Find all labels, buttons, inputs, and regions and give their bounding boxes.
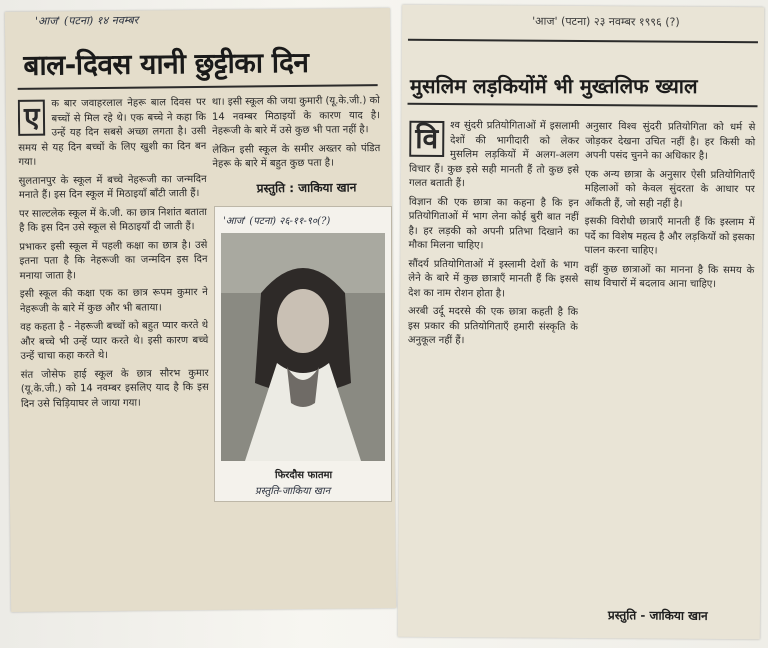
right-column-1	[406, 119, 579, 620]
portrait-photo	[221, 233, 385, 461]
right-column-2	[582, 120, 755, 599]
left-column-1	[18, 96, 211, 598]
photo-clipping	[214, 206, 392, 502]
portrait-image	[221, 233, 385, 461]
right-col1-para-3: सौंदर्य प्रतियोगिताओं में इस्लामी देशों के भाग लेने के बारे में कुछ छात्राएँ मानती हैं कि इससे देश का नाम रोशन होता है।	[408, 258, 579, 299]
right-headline: मुसलिम लड़कियोंमें भी मुख्तलिफ ख्याल	[410, 74, 698, 98]
left-col1-para-7: संत जोसेफ हाई स्कूल के छात्र सौरभ कुमार (यू.के.जी.) को 14 नवम्बर इसलिए याद है कि इस दिन उसे चिड़ियाघर ले जाया गया।	[20, 367, 209, 410]
photo-handwritten-credit: प्रस्तुति-जाकिया खान	[255, 486, 331, 497]
left-col2-para-2: लेकिन इसी स्कूल के समीर अख्तर को पंडित नेहरू के बारे में बहुत कुछ पता है।	[212, 142, 381, 170]
right-top-rule	[408, 39, 758, 43]
right-col1-para-2: विज्ञान की एक छात्रा का कहना है कि इन प्रतियोगिताओं में भाग लेना कोई बुरी बात नहीं है। हर लड़की को अपनी प्रतिभा दिखाने का मौका मिलना चाहिए।	[408, 196, 579, 252]
right-col2-para-4: वहीं कुछ छात्राओं का मानना है कि समय के साथ विचारों में बदलाव आना चाहिए।	[584, 263, 755, 290]
left-col1-para-3: पर साल्टलेक स्कूल में के.जी. का छात्र निशांत बताता है कि इस दिन उसे स्कूल से मिठाइयाँ दी जाती हैं।	[18, 206, 208, 234]
right-col1-para-1: श्व सुंदरी प्रतियोगिताओं में इसलामी देशों की भागीदारी को लेकर मुसलिम लड़कियों में अलग-अलग विचार हैं। कुछ इसे सही मानती हैं तो कुछ इसे गलत बताती हैं।	[408, 120, 580, 190]
right-newspaper-clipping	[398, 5, 764, 640]
photo-caption: फिरदौस फातमा	[275, 470, 333, 481]
right-headline-rule	[408, 103, 758, 107]
left-dropcap: ए	[18, 100, 46, 136]
left-col1-para-5: इसी स्कूल की कक्षा एक का छात्र रूपम कुमार ने नेहरूजी के बारे में कुछ और भी बताया।	[19, 286, 208, 315]
left-top-strip	[35, 10, 365, 33]
right-col1-para-4: अरबी उर्दू मदरसे की एक छात्रा कहती है कि इस प्रकार की प्रतियोगिताएँ हमारी संस्कृति के अनुकूल नहीं हैं।	[407, 305, 579, 347]
left-col1-para-1: क बार जवाहरलाल नेहरू बाल दिवस पर बच्चों से मिल रहे थे। एक बच्चे ने कहा कि उन्हें यह दिन सबसे अच्छा लगता है। उसी समय से यह दिन बच्चों के लिए खुशी का दिन बन गया।	[18, 96, 207, 168]
right-top-strip: 'आज' (पटना) २३ नवम्बर १९९६ (?)	[532, 14, 680, 29]
right-col2-para-1: अनुसार विश्व सुंदरी प्रतियोगिता को धर्म से जोड़कर देखना उचित नहीं है। हर किसी को अपनी पसंद चुनने का अधिकार है।	[585, 121, 756, 162]
left-headline: बाल-दिवस यानी छुट्टीका दिन	[23, 45, 309, 82]
left-byline: प्रस्तुति : जाकिया खान	[256, 180, 357, 196]
right-col2-para-3: इसकी विरोधी छात्राएँ मानती हैं कि इस्लाम में पर्दे का विशेष महत्व है और लड़कियों को इसका पालन करना चाहिए।	[584, 216, 755, 257]
right-dropcap: वि	[409, 121, 444, 157]
photo-handwritten-date: 'आज' (पटना) २६-११-९०(?)	[223, 216, 331, 227]
left-col1-para-2: सुलतानपुर के स्कूल में बच्चे नेहरूजी का जन्मदिन मनाते हैं। इस दिन स्कूल में मिठाइयाँ बाँटी जाती हैं।	[18, 173, 207, 201]
left-column-2	[212, 94, 381, 176]
left-handwritten-date: 'आज' (पटना) १४ नवम्बर	[34, 13, 139, 28]
right-col2-para-2: एक अन्य छात्रा के अनुसार ऐसी प्रतियोगिताएँ महिलाओं को केवल सुंदरता के आधार पर आँकती हैं, जो सही नहीं है।	[584, 168, 756, 210]
right-byline: प्रस्तुति - जाकिया खान	[607, 608, 708, 623]
left-headline-rule	[18, 84, 378, 90]
left-col1-para-4: प्रभाकर इसी स्कूल में पहली कक्षा का छात्र है। उसे इतना पता है कि नेहरूजी का जन्मदिन इस दिन मनाया जाता है।	[19, 239, 208, 282]
left-col1-para-6: वह कहता है - नेहरूजी बच्चों को बहुत प्यार करते थे और बच्चे भी उन्हें प्यार करते थे। इसी कारण बच्चे उन्हें चाचा कहा करते थे।	[20, 319, 209, 362]
left-col2-para-1: था। इसी स्कूल की जया कुमारी (यू.के.जी.) को 14 नवम्बर मिठाइयों के कारण याद है। नेहरूजी के बारे में उसे कुछ भी पता नहीं है।	[211, 95, 381, 137]
